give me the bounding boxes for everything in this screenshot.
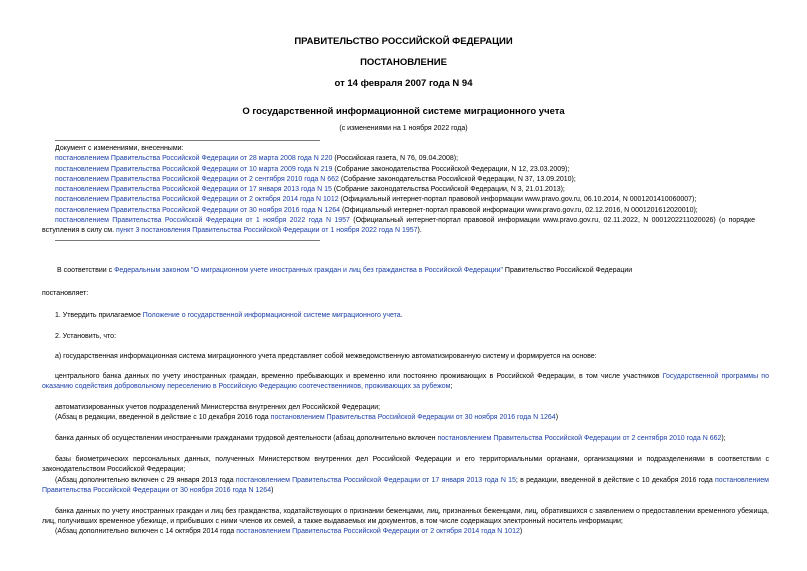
paragraph-biometric: базы биометрических персональных данных, полученных Министерством внутренних дел Российской Федерации и его территориальными органами, организациями и подразделениями в соответствии с законодательством Российской Федерации;: [42, 456, 769, 474]
amendment-item: постановлением Правительства Российской Федерации от 2 сентября 2010 года N 662 (Собрание законодательства Российской Федерации, N 37, 13.09.2010);: [55, 175, 576, 183]
amendment-item: постановлением Правительства Российской Федерации от 28 марта 2008 года N 220 (Российская газета, N 76, 09.04.2008);: [55, 155, 459, 163]
amendment-item: постановлением Правительства Российской Федерации от 10 марта 2009 года N 219 (Собрание законодательства Российской Федерации, N 12, 23.03.2009);: [55, 165, 570, 173]
amendment-link[interactable]: постановлением Правительства Российской Федерации от 2 октября 2014 года N 1012: [236, 528, 520, 535]
amendments-block: [55, 144, 755, 216]
state-program-link[interactable]: Государственной программы по оказанию содействия добровольному переселению в Российскую Федерацию соотечественников, проживающих за рубежом: [42, 373, 769, 391]
paragraph-labor-bank: банка данных об осуществлении иностранными гражданами трудовой деятельности (абзац дополнительно включен постановлением Правительства Российской Федерации от 2 сентября 2010 года N 662);: [55, 435, 726, 442]
paragraph-item-a: а) государственная информационная система миграционного учета представляет собой межведомственную автоматизированную систему и формируется на основе:: [55, 353, 597, 360]
amendments-bottom-rule: [55, 240, 320, 241]
org-heading: ПРАВИТЕЛЬСТВО РОССИЙСКОЙ ФЕДЕРАЦИИ: [294, 36, 513, 47]
amendments-top-rule: [55, 140, 320, 141]
amendment-link[interactable]: постановлением Правительства Российской Федерации от 2 октября 2014 года N 1012: [55, 196, 339, 204]
amendment-link[interactable]: постановлением Правительства Российской Федерации от 1 ноября 2022 года N 1957: [55, 217, 350, 224]
amendment-link[interactable]: постановлением Правительства Российской Федерации от 17 января 2013 года N 15: [235, 477, 516, 484]
changes-note: (с изменениями на 1 ноября 2022 года): [339, 125, 468, 132]
paragraph-decree: постановляет:: [42, 290, 89, 297]
amendment-link[interactable]: постановлением Правительства Российской Федерации от 30 ноября 2016 года N 1264: [55, 206, 341, 214]
amendments-intro: Документ с изменениями, внесенными:: [55, 145, 184, 152]
paragraph-item-2: 2. Установить, что:: [55, 333, 117, 340]
amendment-link[interactable]: постановлением Правительства Российской Федерации от 17 января 2013 года N 15: [55, 186, 332, 194]
regulation-link[interactable]: Положение о государственной информационной системе миграционного учета: [142, 312, 401, 319]
paragraph-note: (Абзац дополнительно включен с 14 октября 2014 года постановлением Правительства Российской Федерации от 2 октября 2014 года N 1012): [55, 528, 523, 535]
doc-type-heading: ПОСТАНОВЛЕНИЕ: [360, 57, 447, 68]
paragraph-automated-accounts: автоматизированных учетов подразделений Министерства внутренних дел Российской Федерации;: [55, 404, 381, 411]
amendment-item: постановлением Правительства Российской Федерации от 30 ноября 2016 года N 1264 (Официальный интернет-портал правовой информации www.pravo.gov.ru, 02.12.2016, N 0001201612020010);: [55, 206, 698, 214]
paragraph-preamble: В соответствии с Федеральным законом "О миграционном учете иностранных граждан и лиц без гражданства в Российской Федерации" Правительство Российской Федерации: [57, 267, 633, 274]
doc-title: О государственной информационной системе миграционного учета: [242, 106, 565, 117]
federal-law-link[interactable]: Федеральным законом "О миграционном учете иностранных граждан и лиц без гражданства в Российской Федерации": [114, 267, 503, 274]
amendment-link[interactable]: постановлением Правительства Российской Федерации от 10 марта 2009 года N 219: [55, 165, 333, 173]
amendment-link[interactable]: постановлением Правительства Российской Федерации от 30 ноября 2016 года N 1264: [42, 477, 769, 495]
amendment-link[interactable]: постановлением Правительства Российской Федерации от 2 сентября 2010 года N 662: [437, 435, 722, 442]
amendment-item-last: постановлением Правительства Российской Федерации от 1 ноября 2022 года N 1957 (Официальный интернет-портал правовой информации www.pravo.gov.ru, 02.11.2022, N 0001202211020026) (о порядке вступления в силу см. пункт 3 постановления Правительства Российской Федерации от 1 ноября 2022 года N 1957).: [42, 217, 755, 235]
amendment-link[interactable]: пункт 3 постановления Правительства Российской Федерации от 1 ноября 2022 года N 1957: [116, 227, 418, 235]
amendment-link[interactable]: постановлением Правительства Российской Федерации от 2 сентября 2010 года N 662: [55, 175, 339, 183]
amendment-link[interactable]: постановлением Правительства Российской Федерации от 28 марта 2008 года N 220: [55, 155, 333, 163]
paragraph-note: (Абзац дополнительно включен с 29 января 2013 года постановлением Правительства Российской Федерации от 17 января 2013 года N 15; в редакции, введенной в действие с 10 декабря 2016 года постановлением Правительства Российской Федерации от 30 ноября 2016 года N 1264): [42, 477, 769, 495]
paragraph-note: (Абзац в редакции, введенной в действие с 10 декабря 2016 года постановлением Правительства Российской Федерации от 30 ноября 2016 года N 1264): [55, 414, 559, 421]
paragraph-central-bank: центрального банка данных по учету иностранных граждан, временно пребывающих и временно или постоянно проживающих в Российской Федерации, в том числе участников Государственной программы по оказанию содействия добровольному переселению в Российскую Федерацию соотечественников, проживающих за рубежом;: [42, 373, 769, 391]
doc-date: от 14 февраля 2007 года N 94: [334, 78, 473, 89]
paragraph-refugees: банка данных по учету иностранных граждан и лиц без гражданства, ходатайствующих о признании беженцами, лиц, признанных беженцами, лиц, обратившихся с заявлением о предоставлении временного убежища, лиц, получивших временное убежище, и прибывших с ними членов их семей, а также выдаваемых им документов, в том числе содержащих электронный носитель информации;: [42, 508, 769, 526]
amendment-item: постановлением Правительства Российской Федерации от 17 января 2013 года N 15 (Собрание законодательства Российской Федерации, N 3, 21.01.2013);: [55, 186, 565, 194]
amendment-link[interactable]: постановлением Правительства Российской Федерации от 30 ноября 2016 года N 1264: [270, 414, 556, 421]
amendment-item: постановлением Правительства Российской Федерации от 2 октября 2014 года N 1012 (Официальный интернет-портал правовой информации www.pravo.gov.ru, 06.10.2014, N 0001201410060007);: [55, 196, 697, 204]
paragraph-item-1: 1. Утвердить прилагаемое Положение о государственной информационной системе миграционного учета.: [55, 312, 403, 319]
